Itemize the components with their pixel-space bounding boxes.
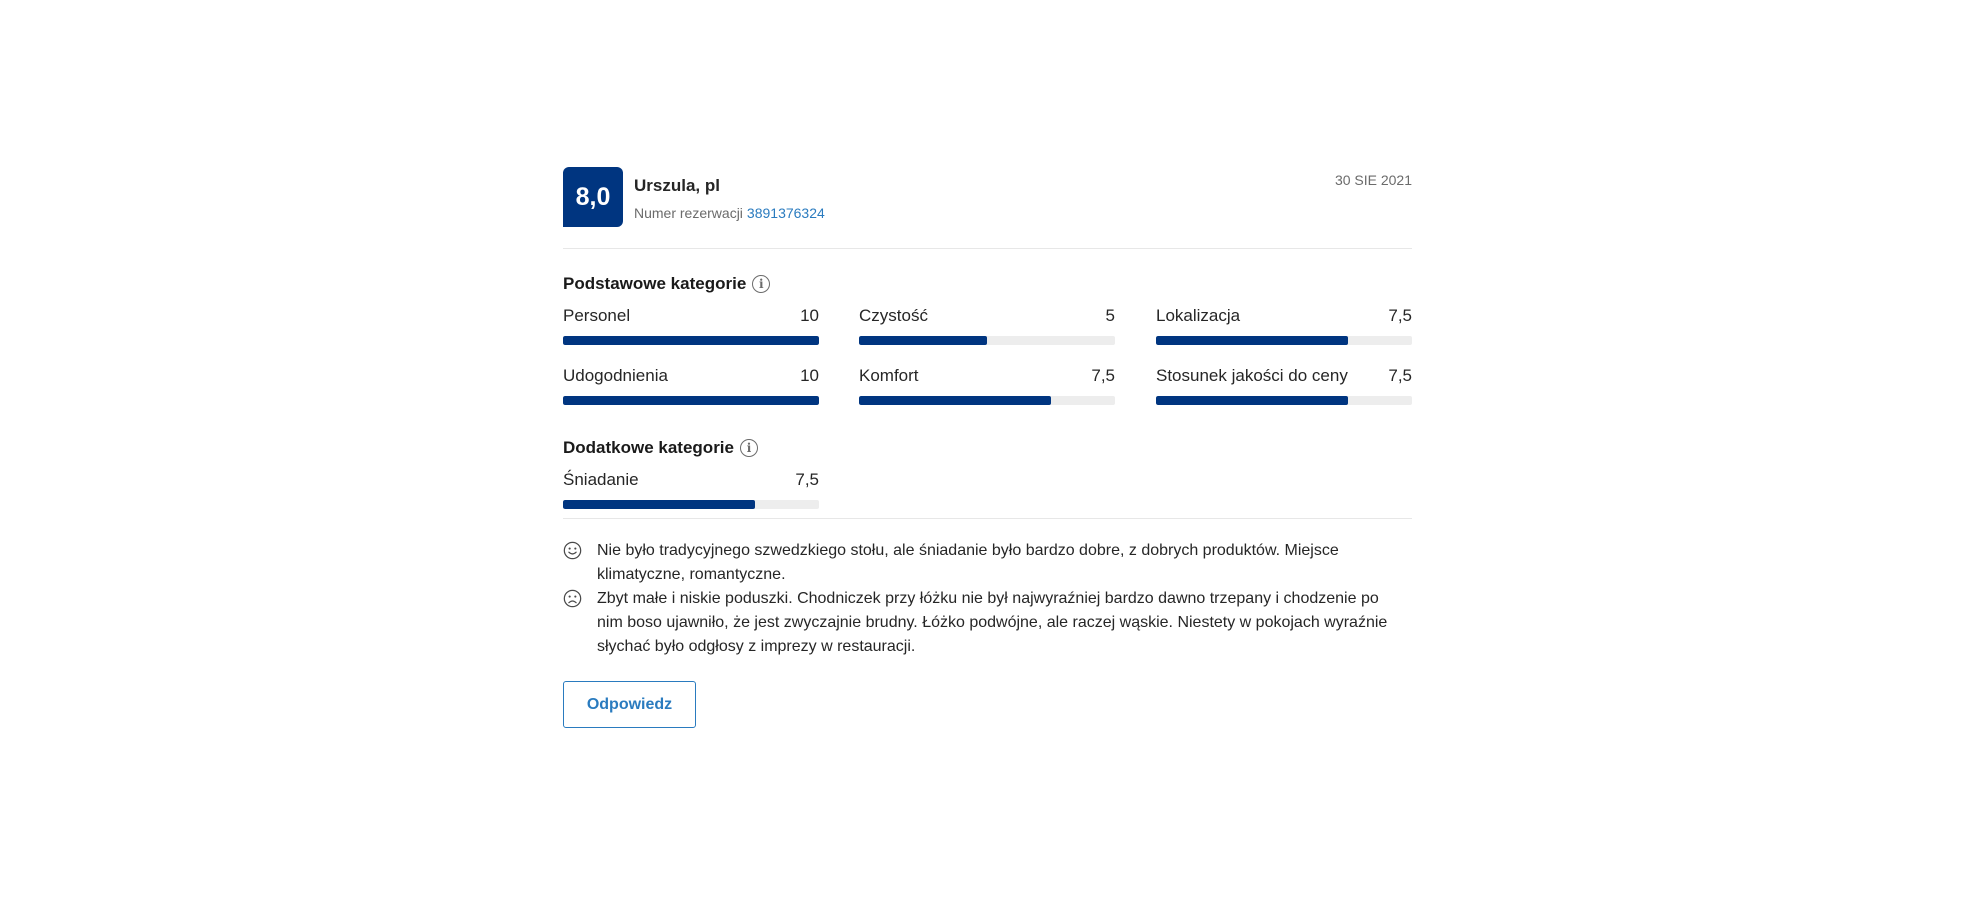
extra-categories-title: Dodatkowe kategorie	[563, 438, 734, 457]
frown-icon	[563, 589, 582, 608]
negative-comment	[563, 587, 1412, 659]
category-item	[1156, 366, 1412, 405]
category-bar-fill	[563, 500, 755, 509]
positive-comment	[563, 539, 1412, 587]
category-item	[563, 306, 819, 345]
category-label: Stosunek jakości do ceny	[1156, 366, 1348, 385]
booking-label: Numer rezerwacji	[634, 205, 743, 221]
category-item	[859, 366, 1115, 405]
category-value: 7,5	[1091, 366, 1115, 385]
info-icon[interactable]: i	[740, 439, 758, 457]
category-bar	[563, 396, 819, 405]
booking-number	[634, 205, 825, 221]
category-label: Personel	[563, 306, 631, 325]
category-bar-fill	[563, 336, 819, 345]
category-item	[563, 366, 819, 405]
smile-icon	[563, 541, 582, 560]
category-value: 5	[1105, 306, 1115, 325]
category-bar	[1156, 336, 1412, 345]
reply-button[interactable]: Odpowiedz	[563, 681, 696, 728]
review-card	[563, 167, 1412, 713]
category-value: 7,5	[1388, 306, 1412, 325]
category-bar-fill	[1156, 396, 1348, 405]
category-bar	[563, 336, 819, 345]
score-badge: 8,0	[563, 167, 623, 227]
basic-categories-title: Podstawowe kategorie	[563, 274, 747, 293]
review-header	[563, 167, 1412, 249]
booking-number-value[interactable]: 3891376324	[746, 205, 825, 221]
negative-comment-text: Zbyt małe i niskie poduszki. Chodniczek przy łóżku nie był najwyraźniej bardzo dawno trzepany i chodzenie po nim boso ujawniło, że jest zwyczajnie brudny. Łóżko podwójne, ale raczej wąskie. Niestety w pokojach wyraźnie słychać było odgłosy z imprezy w restauracji.	[597, 590, 1388, 655]
category-value: 10	[800, 306, 819, 325]
category-label: Śniadanie	[563, 470, 639, 489]
category-value: 7,5	[795, 470, 819, 489]
category-bar-fill	[859, 336, 987, 345]
category-label: Czystość	[859, 306, 928, 325]
category-bar-fill	[1156, 336, 1348, 345]
category-bar	[859, 336, 1115, 345]
category-label: Komfort	[859, 366, 919, 385]
info-icon[interactable]: i	[752, 275, 770, 293]
review-comments	[563, 539, 1412, 659]
category-value: 7,5	[1388, 366, 1412, 385]
category-item	[859, 306, 1115, 345]
divider	[563, 518, 1412, 519]
category-bar-fill	[563, 396, 819, 405]
category-bar	[563, 500, 819, 509]
review-date: 30 SIE 2021	[1334, 172, 1412, 188]
category-label: Udogodnienia	[563, 366, 668, 385]
positive-comment-text: Nie było tradycyjnego szwedzkiego stołu, ale śniadanie było bardzo dobre, z dobrych produktów. Miejsce klimatyczne, romantyczne.	[597, 542, 1339, 583]
category-bar	[859, 396, 1115, 405]
category-bar-fill	[859, 396, 1051, 405]
category-value: 10	[800, 366, 819, 385]
category-bar	[1156, 396, 1412, 405]
category-label: Lokalizacja	[1156, 306, 1241, 325]
reviewer-name: Urszula, pl	[634, 176, 720, 195]
basic-categories-heading	[563, 273, 770, 295]
category-item	[563, 470, 819, 509]
extra-categories-heading	[563, 437, 758, 459]
category-item	[1156, 306, 1412, 345]
